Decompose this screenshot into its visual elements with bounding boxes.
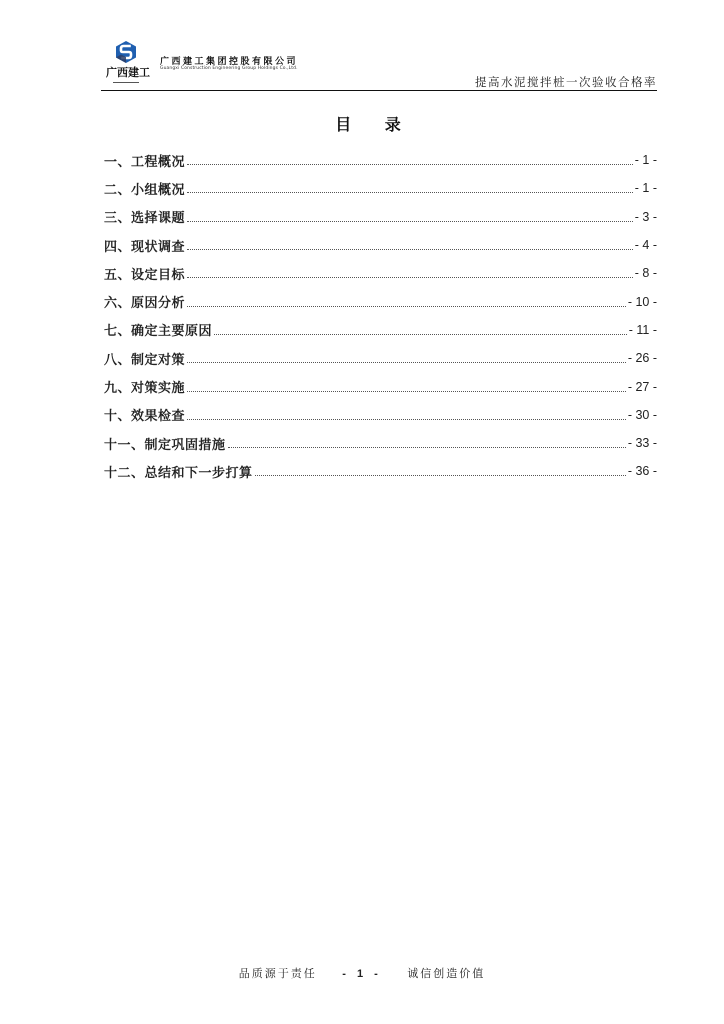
toc-entry-label: 三、选择课题 <box>104 207 186 226</box>
footer-page-number: - 1 - <box>342 968 382 980</box>
document-title: 提高水泥搅拌桩一次验收合格率 <box>475 75 657 89</box>
page-header <box>101 40 657 92</box>
toc-entry-page: - 36 - <box>627 464 657 479</box>
toc-entry[interactable] <box>104 372 657 400</box>
toc-entry-page: - 3 - <box>634 209 657 224</box>
toc-entry[interactable] <box>104 203 657 231</box>
toc-entry[interactable] <box>104 316 657 344</box>
company-name-cn: 广西建工集团控股有限公司 <box>160 57 299 67</box>
page-footer <box>0 965 724 981</box>
company-logo-icon <box>115 41 137 63</box>
toc-entry[interactable] <box>104 344 657 372</box>
dot-leader <box>187 192 633 193</box>
toc-entry-page: - 26 - <box>627 351 657 366</box>
toc-entry-page: - 1 - <box>634 181 657 196</box>
toc-entry-label: 八、制定对策 <box>104 349 186 368</box>
dot-leader <box>187 362 626 363</box>
toc-entry-label: 九、对策实施 <box>104 377 186 396</box>
logo-tag <box>113 82 139 85</box>
toc-entry-page: - 11 - <box>628 322 657 337</box>
toc-entry-page: - 4 - <box>634 238 657 253</box>
toc-entry[interactable] <box>104 146 657 174</box>
toc-entry-label: 七、确定主要原因 <box>104 320 213 339</box>
dot-leader <box>214 334 627 335</box>
header-divider <box>101 90 657 91</box>
toc-entry-page: - 27 - <box>627 379 657 394</box>
toc-entry-label: 二、小组概况 <box>104 179 186 198</box>
table-of-contents <box>104 146 657 486</box>
toc-entry[interactable] <box>104 457 657 485</box>
dot-leader <box>187 306 626 307</box>
toc-heading: 目 录 <box>335 115 415 134</box>
toc-entry-label: 十、效果检查 <box>104 405 186 424</box>
toc-entry-page: - 30 - <box>627 407 657 422</box>
toc-entry-page: - 10 - <box>627 294 657 309</box>
dot-leader <box>187 164 633 165</box>
toc-entry[interactable] <box>104 174 657 202</box>
toc-entry-label: 十二、总结和下一步打算 <box>104 462 254 481</box>
toc-entry-page: - 33 - <box>627 436 657 451</box>
company-name-en: Guangxi Construction Engineering Group Holdings Co.,Ltd. <box>160 66 298 71</box>
dot-leader <box>187 277 633 278</box>
toc-entry-page: - 1 - <box>634 153 657 168</box>
dot-leader <box>187 249 633 250</box>
dot-leader <box>187 221 633 222</box>
toc-entry-label: 四、现状调查 <box>104 236 186 255</box>
toc-entry[interactable] <box>104 287 657 315</box>
toc-entry[interactable] <box>104 429 657 457</box>
toc-entry-label: 一、工程概况 <box>104 151 186 170</box>
toc-entry-label: 六、原因分析 <box>104 292 186 311</box>
toc-entry[interactable] <box>104 231 657 259</box>
toc-entry-label: 十一、制定巩固措施 <box>104 434 227 453</box>
dot-leader <box>187 419 626 420</box>
dot-leader <box>187 391 626 392</box>
dot-leader <box>255 475 626 476</box>
toc-entry-label: 五、设定目标 <box>104 264 186 283</box>
footer-motto-left: 品质源于责任 <box>238 967 317 980</box>
footer-motto-right: 诚信创造价值 <box>407 967 486 980</box>
logo-name-cn: 广西建工 <box>106 66 150 79</box>
dot-leader <box>228 447 626 448</box>
toc-entry[interactable] <box>104 401 657 429</box>
toc-entry-page: - 8 - <box>634 266 657 281</box>
toc-entry[interactable] <box>104 259 657 287</box>
